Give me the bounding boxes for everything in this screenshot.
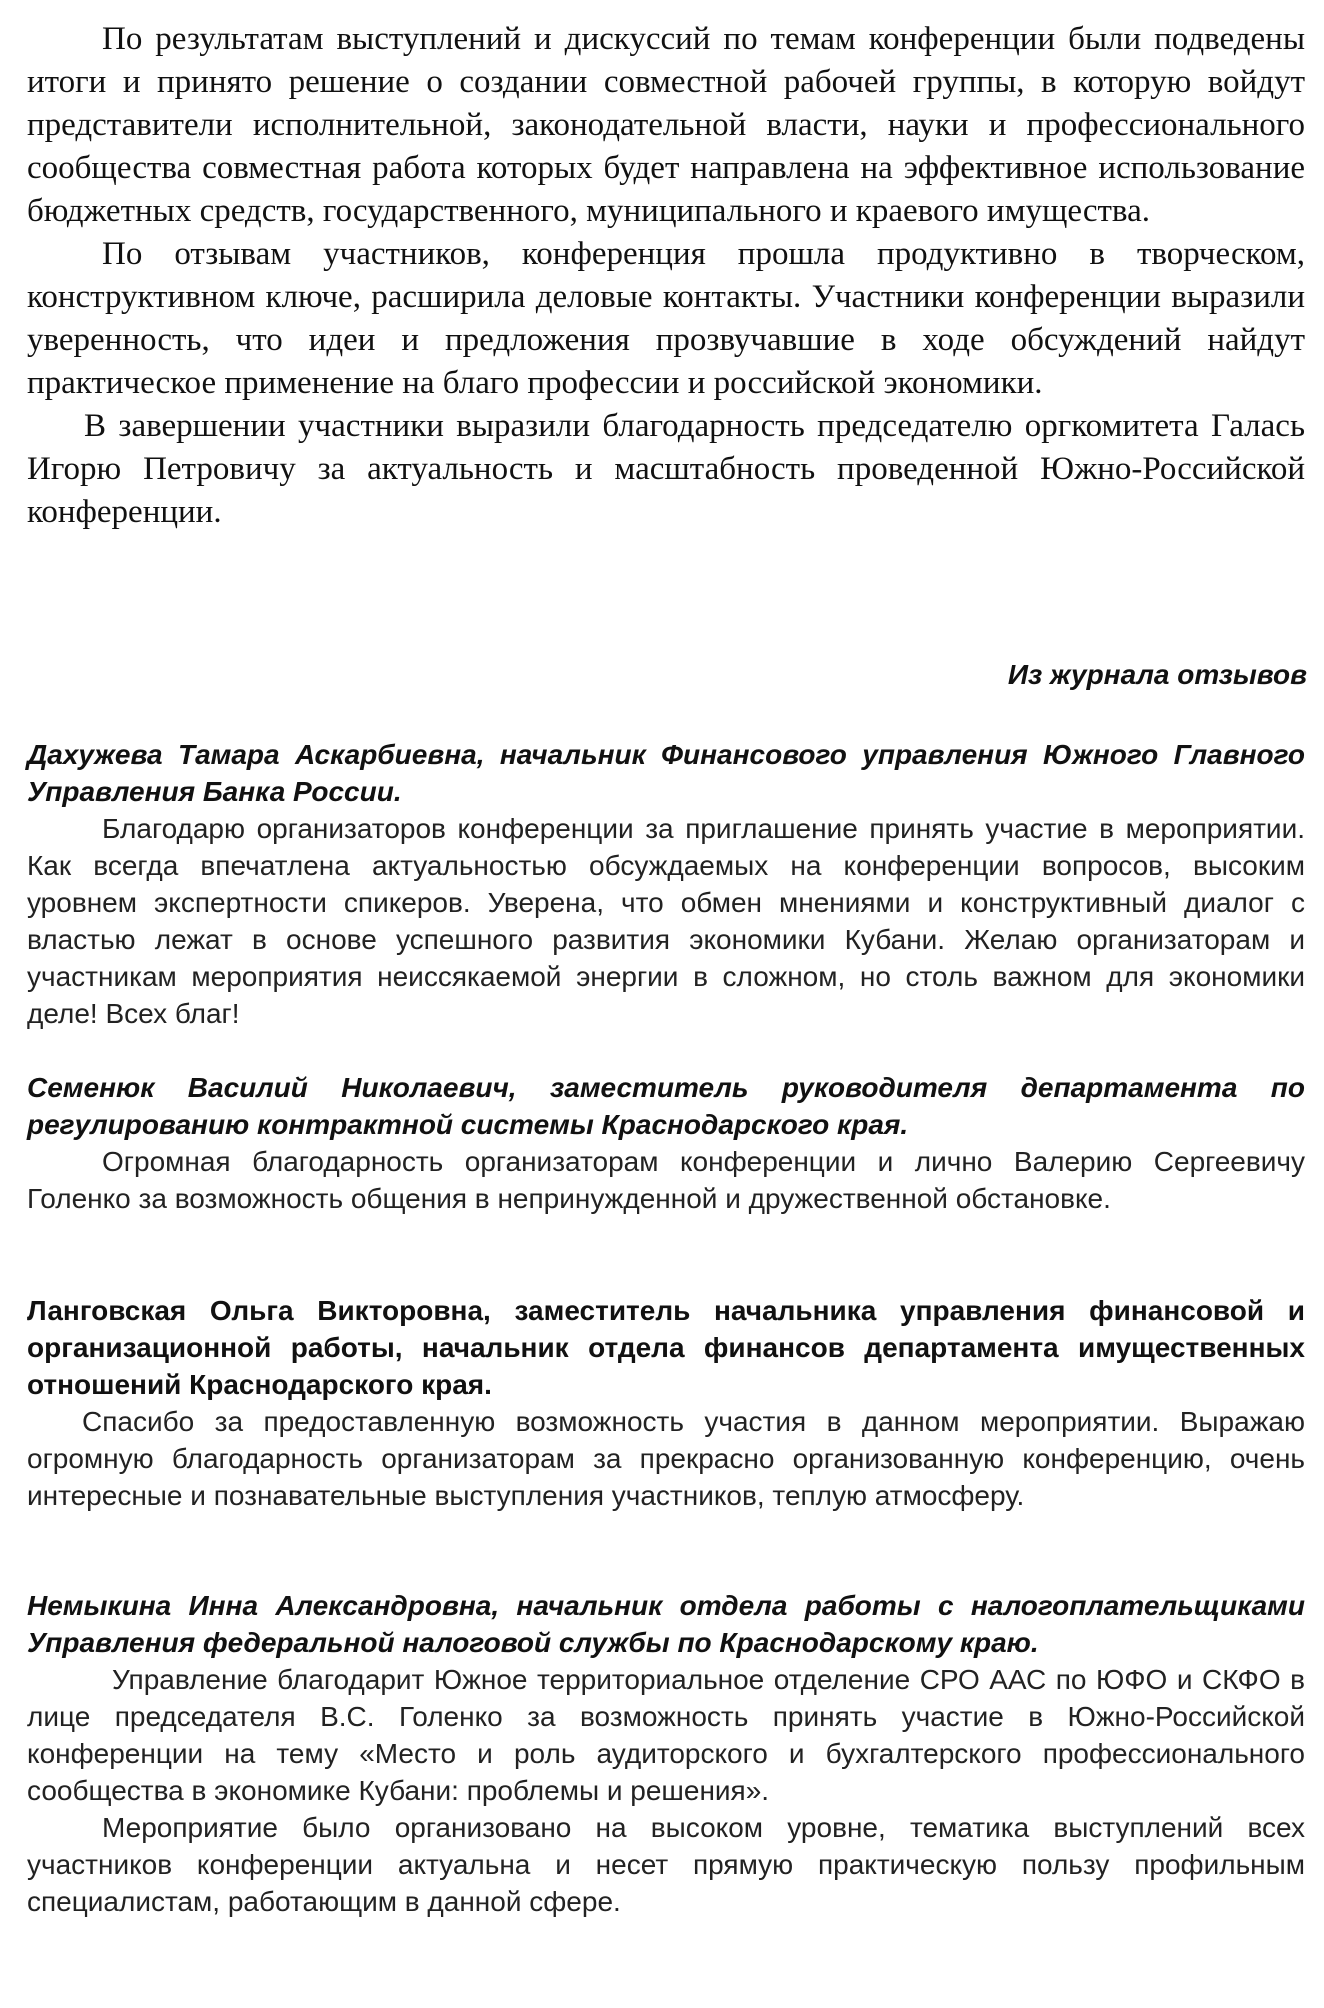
intro-paragraph: В завершении участники выразили благодарность председателю оргкомитета Галась Игорю Петровичу за актуальность и масштабность проведенной Южно-Российской конференции. bbox=[27, 408, 1305, 530]
review-text: Управление благодарит Южное территориальное отделение СРО ААС по ЮФО и СКФО в лице председателя В.С. Голенко за возможность принять участие в Южно-Российской конференции на тему «Место и роль аудиторского и бухгалтерского профессионального сообщества в экономике Кубани: проблемы и решения». bbox=[27, 1664, 1305, 1806]
review-author: Семенюк Василий Николаевич, заместитель руководителя департамента по регулированию контрактной системы Краснодарского края. bbox=[27, 1072, 1305, 1140]
review-entry bbox=[27, 1292, 1305, 1514]
review-entry bbox=[27, 1587, 1305, 1920]
intro-paragraph: По результатам выступлений и дискуссий по темам конференции были подведены итоги и принято решение о создании совместной рабочей группы, в которую войдут представители исполнительной, законодательной власти, науки и профессионального сообщества совместная работа которых будет направлена на эффективное использование бюджетных средств, государственного, муниципального и краевого имущества. bbox=[27, 21, 1305, 229]
journal-heading: Из журнала отзывов bbox=[1007, 659, 1307, 690]
review-author: Ланговская Ольга Викторовна, заместитель начальника управления финансовой и организационной работы, начальник отдела финансов департамента имущественных отношений Краснодарского края. bbox=[27, 1295, 1305, 1400]
review-text: Огромная благодарность организаторам конференции и лично Валерию Сергеевичу Голенко за возможность общения в непринужденной и дружественной обстановке. bbox=[27, 1146, 1305, 1214]
intro-text bbox=[27, 18, 1305, 534]
review-author: Немыкина Инна Александровна, начальник отдела работы с налогоплательщиками Управления федеральной налоговой службы по Краснодарскому краю. bbox=[27, 1590, 1305, 1658]
review-text: Спасибо за предоставленную возможность участия в данном мероприятии. Выражаю огромную благодарность организаторам за прекрасно организованную конференцию, очень интересные и познавательные выступления участников, теплую атмосферу. bbox=[27, 1406, 1305, 1511]
intro-paragraph: По отзывам участников, конференция прошла продуктивно в творческом, конструктивном ключе, расширила деловые контакты. Участники конференции выразили уверенность, что идеи и предложения прозвучавшие в ходе обсуждений найдут практическое применение на благо профессии и российской экономики. bbox=[27, 236, 1305, 401]
review-entry bbox=[27, 1069, 1305, 1217]
review-author: Дахужева Тамара Аскарбиевна, начальник Финансового управления Южного Главного Управления Банка России. bbox=[27, 739, 1305, 807]
review-text: Благодарю организаторов конференции за приглашение принять участие в мероприятии. Как всегда впечатлена актуальностью обсуждаемых на конференции вопросов, высоким уровнем экспертности спикеров. Уверена, что обмен мнениями и конструктивный диалог с властью лежат в основе успешного развития экономики Кубани. Желаю организаторам и участникам мероприятия неиссякаемой энергии в сложном, но столь важном для экономики деле! Всех благ! bbox=[27, 813, 1305, 1029]
review-entry bbox=[27, 736, 1305, 1032]
review-text: Мероприятие было организовано на высоком уровне, тематика выступлений всех участников конференции актуальна и несет прямую практическую пользу профильным специалистам, работающим в данной сфере. bbox=[27, 1812, 1305, 1917]
